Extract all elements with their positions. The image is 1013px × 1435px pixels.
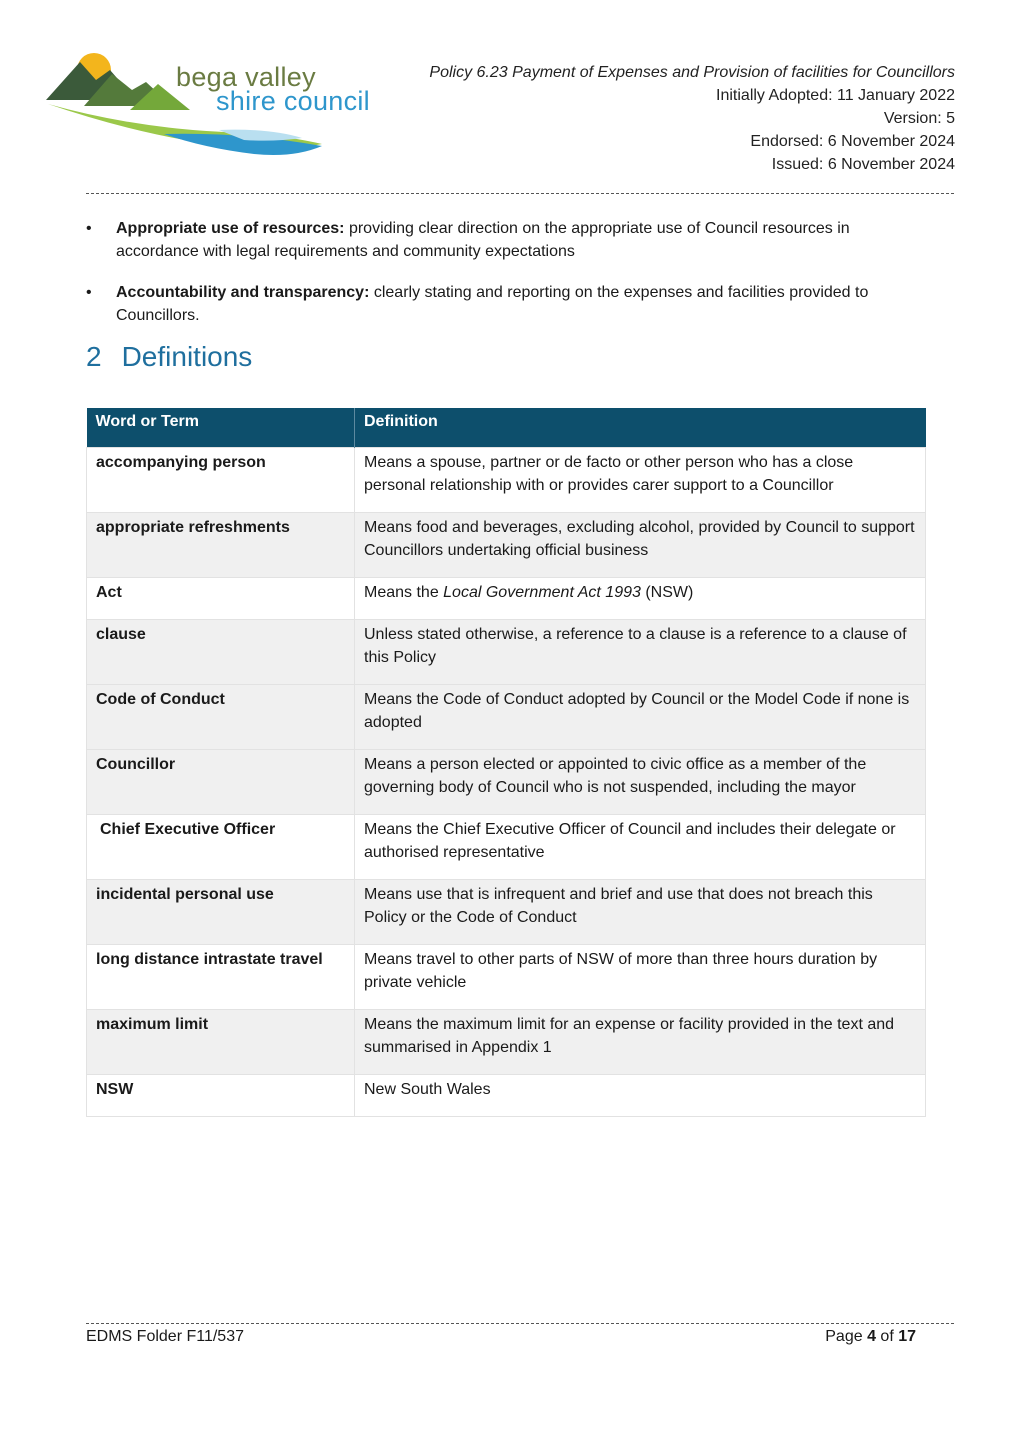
bullet-icon: •	[86, 284, 92, 301]
term-cell: Act	[87, 578, 355, 620]
table-row	[87, 620, 926, 685]
document-header	[429, 61, 955, 176]
table-row	[87, 750, 926, 815]
definition-text: Means the	[364, 584, 444, 601]
term-cell: incidental personal use	[87, 880, 355, 945]
page-of: of	[875, 1328, 899, 1345]
logo-text-line2: shire council	[216, 86, 370, 116]
endorsed-date: Endorsed: 6 November 2024	[750, 133, 955, 150]
edms-folder: EDMS Folder F11/537	[86, 1328, 244, 1345]
definition-cell: Means the Chief Executive Officer of Council and includes their delegate or authorised representative	[355, 815, 926, 880]
table-row	[87, 448, 926, 513]
policy-title: Policy 6.23 Payment of Expenses and Provision of facilities for Councillors	[429, 64, 955, 81]
table-header-row	[87, 408, 926, 448]
definition-cell: Means the Code of Conduct adopted by Council or the Model Code if none is adopted	[355, 685, 926, 750]
definition-cell: Means food and beverages, excluding alcohol, provided by Council to support Councillors undertaking official business	[355, 513, 926, 578]
header-divider	[86, 193, 954, 194]
definition-cell	[355, 578, 926, 620]
definition-cell: Means a person elected or appointed to civic office as a member of the governing body of Council who is not suspended, including the mayor	[355, 750, 926, 815]
page-number	[825, 1328, 916, 1346]
list-item	[86, 217, 926, 263]
definition-cell: Means travel to other parts of NSW of more than three hours duration by private vehicle	[355, 945, 926, 1010]
page-total: 17	[898, 1328, 916, 1345]
bullet-label: Appropriate use of resources:	[116, 220, 345, 237]
term-cell: clause	[87, 620, 355, 685]
term-cell: Code of Conduct	[87, 685, 355, 750]
term-cell: NSW	[87, 1075, 355, 1117]
term-cell: long distance intrastate travel	[87, 945, 355, 1010]
section-title: Definitions	[121, 341, 253, 372]
table-row	[87, 1010, 926, 1075]
term-cell: accompanying person	[87, 448, 355, 513]
bullet-text: clearly stating and reporting on the expenses and facilities provided to Councillors.	[116, 284, 869, 324]
table-row	[87, 945, 926, 1010]
definition-cell: Means a spouse, partner or de facto or other person who has a close personal relationship with or provides carer support to a Councillor	[355, 448, 926, 513]
version: Version: 5	[883, 110, 955, 127]
section-number: 2	[86, 341, 102, 372]
page-current: 4	[867, 1328, 876, 1345]
list-item	[86, 281, 926, 327]
column-header-term: Word or Term	[87, 408, 355, 448]
definition-cell: Unless stated otherwise, a reference to a clause is a reference to a clause of this Policy	[355, 620, 926, 685]
table-row	[87, 1075, 926, 1117]
page-prefix: Page	[825, 1328, 868, 1345]
bullet-text: providing clear direction on the appropriate use of Council resources in accordance with legal requirements and community expectations	[116, 220, 850, 260]
bullet-label: Accountability and transparency:	[116, 284, 370, 301]
issued-date: Issued: 6 November 2024	[771, 156, 955, 173]
council-logo	[44, 48, 374, 160]
definition-cell: Means the maximum limit for an expense or facility provided in the text and summarised in Appendix 1	[355, 1010, 926, 1075]
table-row	[87, 513, 926, 578]
definition-cell: New South Wales	[355, 1075, 926, 1117]
logo-text-line1: bega valley	[176, 62, 316, 92]
definition-cell: Means use that is infrequent and brief and use that does not breach this Policy or the Code of Conduct	[355, 880, 926, 945]
table-row	[87, 578, 926, 620]
definition-text: (NSW)	[640, 584, 694, 601]
initially-adopted: Initially Adopted: 11 January 2022	[716, 87, 955, 104]
term-cell: maximum limit	[87, 1010, 355, 1075]
definitions-table	[86, 408, 926, 1117]
term-cell: Councillor	[87, 750, 355, 815]
definition-italic-text: Local Government Act 1993	[443, 584, 641, 601]
term-cell: Chief Executive Officer	[87, 815, 355, 880]
bullet-icon: •	[86, 220, 92, 237]
objectives-list	[86, 217, 926, 345]
table-row	[87, 815, 926, 880]
footer-divider	[86, 1323, 954, 1324]
table-row	[87, 685, 926, 750]
term-cell: appropriate refreshments	[87, 513, 355, 578]
column-header-definition: Definition	[355, 408, 926, 448]
section-heading	[86, 341, 252, 373]
table-row	[87, 880, 926, 945]
